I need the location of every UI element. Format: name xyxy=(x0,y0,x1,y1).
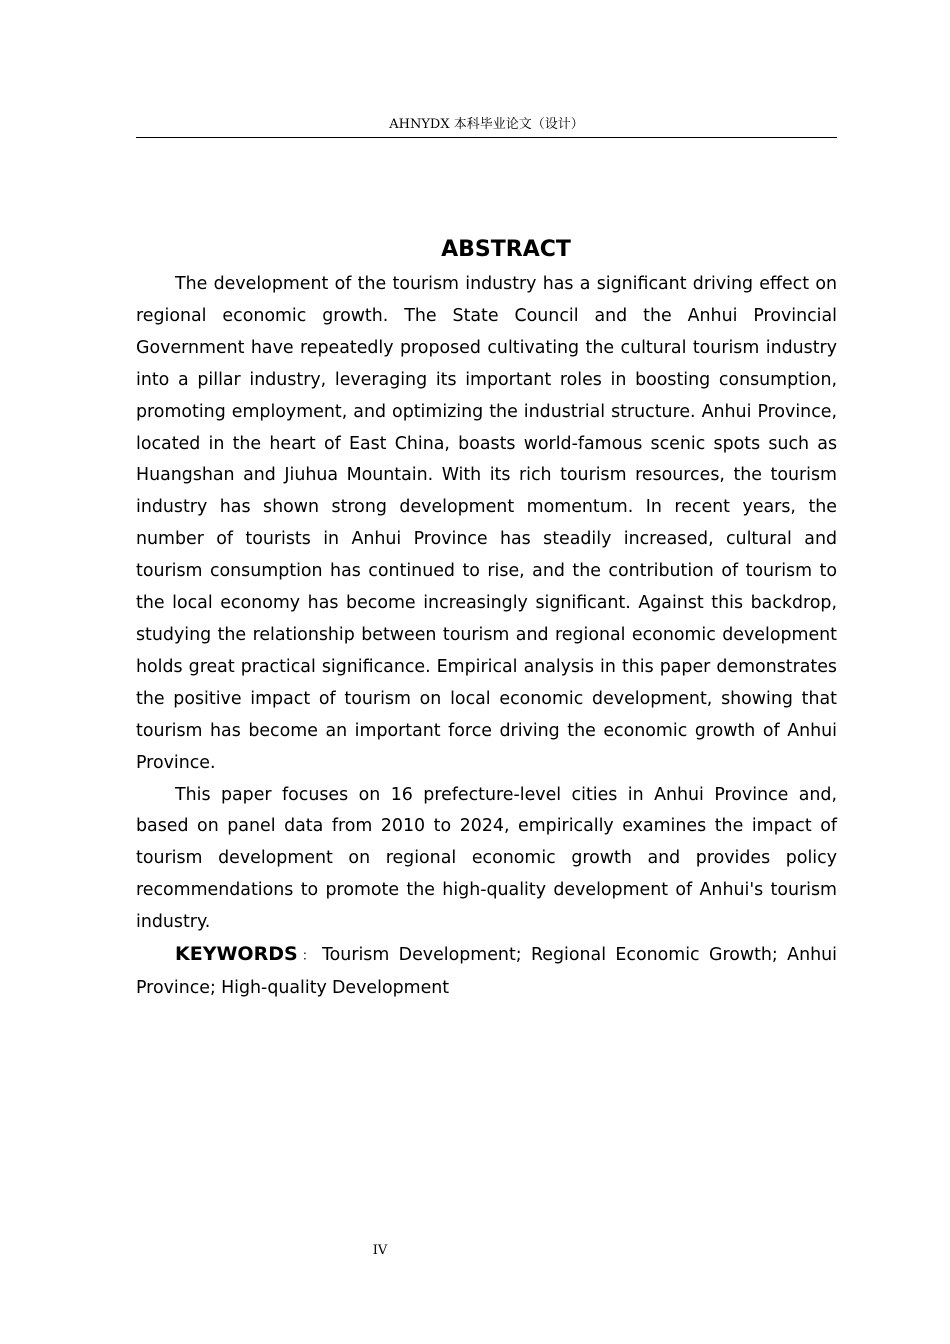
keywords-list: Tourism Development; Regional Economic Growth; Anhui Province; High-quality Development xyxy=(136,945,837,998)
header-rule xyxy=(136,137,837,138)
keywords-paragraph xyxy=(136,939,837,1005)
keywords-label: KEYWORDS xyxy=(175,943,298,966)
running-header: AHNYDX 本科毕业论文（设计） xyxy=(389,117,584,132)
page-number: IV xyxy=(372,1243,388,1258)
abstract-paragraph-2: This paper focuses on 16 prefecture-level cities in Anhui Province and, based on panel data from 2010 to 2024, empirically examines the impact of tourism development on regional economic growth and provides policy recommendations to promote the high-quality development of Anhui's tourism industry. xyxy=(136,784,837,933)
abstract-body xyxy=(136,269,837,1005)
abstract-paragraph-1: The development of the tourism industry has a significant driving effect on regional economic growth. The State Council and the Anhui Provincial Government have repeatedly proposed cultivating the cultural tourism industry into a pillar industry, leveraging its important roles in boosting consumption, promoting employment, and optimizing the industrial structure. Anhui Province, located in the heart of East China, boasts world-famous scenic spots such as Huangshan and Jiuhua Mountain. With its rich tourism resources, the tourism industry has shown strong development momentum. In recent years, the number of tourists in Anhui Province has steadily increased, cultural and tourism consumption has continued to rise, and the contribution of tourism to the local economy has become increasingly significant. Against this backdrop, studying the relationship between tourism and regional economic development holds great practical significance. Empirical analysis in this paper demonstrates the positive impact of tourism on local economic development, showing that tourism has become an important force driving the economic growth of Anhui Province. xyxy=(136,274,837,773)
abstract-title: ABSTRACT xyxy=(441,237,571,262)
keywords-colon: ： xyxy=(297,949,319,965)
